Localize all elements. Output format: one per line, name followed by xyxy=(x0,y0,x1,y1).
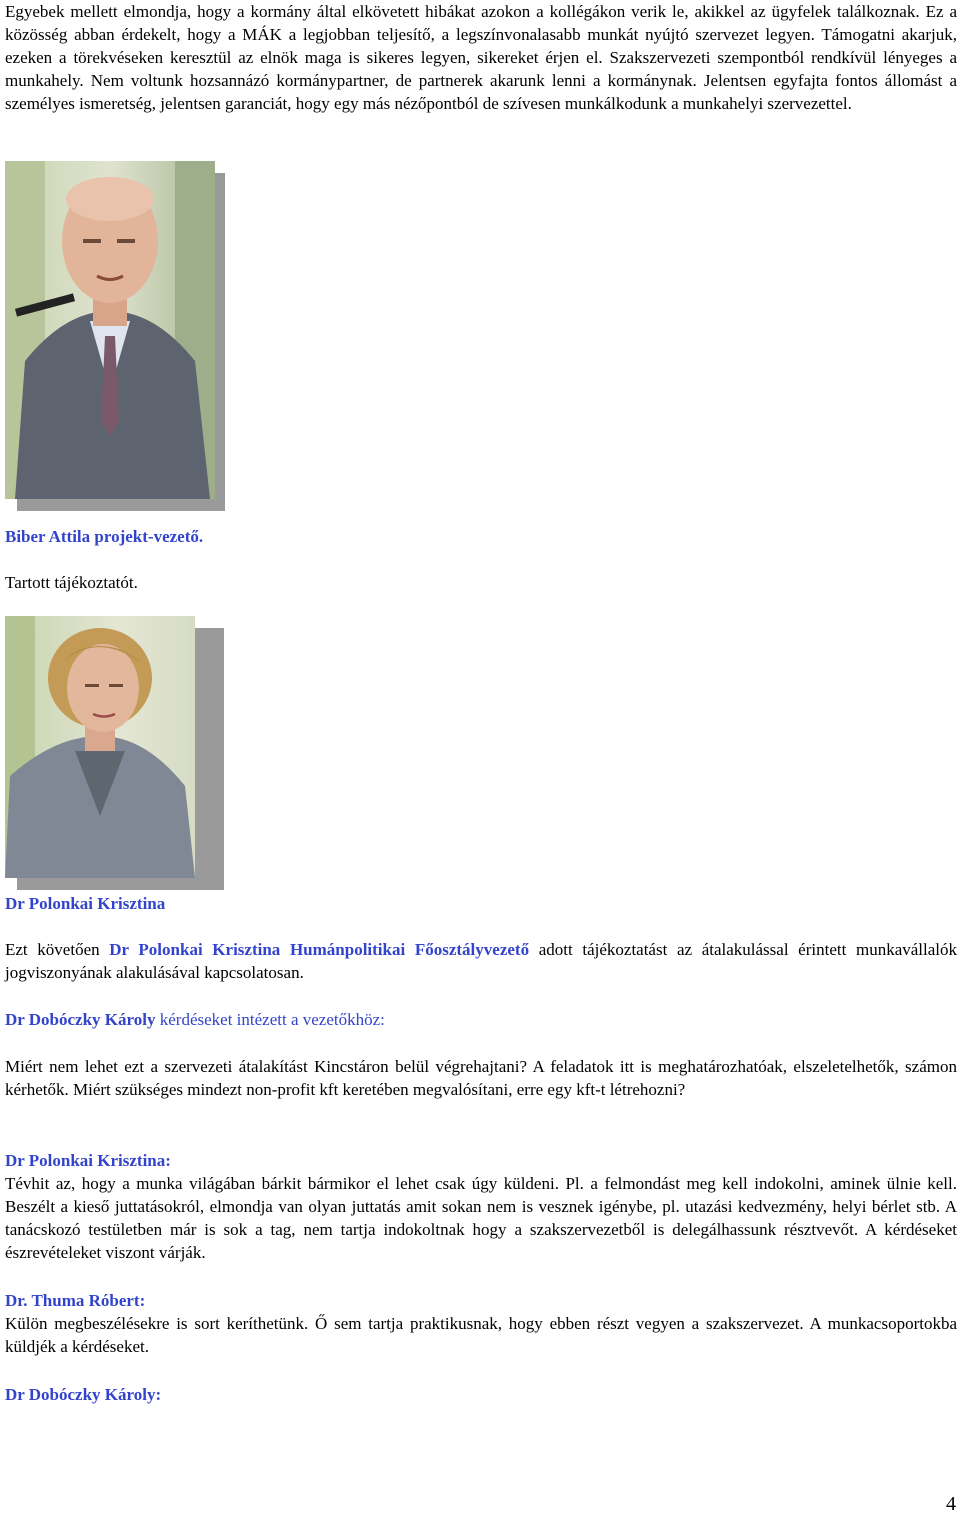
text-prefix: Ezt követően xyxy=(5,940,110,959)
caption-biber: Biber Attila projekt-vezető. xyxy=(5,527,204,546)
speaker-name: Dr Dobóczky Károly xyxy=(5,1010,156,1029)
caption-polonkai: Dr Polonkai Krisztina xyxy=(5,894,166,913)
page-number: 4 xyxy=(946,1493,956,1515)
portrait-man-photo xyxy=(5,161,215,499)
polonkai-answer: Tévhit az, hogy a munka világában bárkit bármikor el lehet csak úgy küldeni. Pl. a felmondást meg kell indokolni, aminek ülnie kell. Beszélt a kieső juttatásokról, elmondja van olyan juttatás amit sokan nem is vesznek igénybe, pl. utazási kedvezmény, helyi bérlet stb. A tanácskozó testületben már is sok a tag, nem tartja indokoltnak hogy a szakszervezetből is delegálhassunk résztvevőt. A kérdéseket észrevételeket viszont várják. xyxy=(5,1174,957,1262)
photo-biber xyxy=(5,161,227,513)
caption-biber-sub: Tartott tájékoztatót. xyxy=(5,573,138,592)
photo-polonkai xyxy=(5,616,226,892)
text-suffix: adott tájékoztatást az átalakulással érintett munkavállalók jogviszonyának alakulásával kapcsolatosan. xyxy=(5,940,958,982)
portrait-woman-photo xyxy=(5,616,195,878)
polonkai-title: Dr Polonkai Krisztina Humánpolitikai Főosztályvezető xyxy=(109,940,530,959)
speaker-doboczky: Dr Dobóczky Károly: xyxy=(5,1385,162,1404)
doboczky-question-intro xyxy=(5,1008,957,1031)
speaker-polonkai: Dr Polonkai Krisztina: xyxy=(5,1151,171,1170)
intro-paragraph: Egyebek mellett elmondja, hogy a kormány által elkövetett hibákat azokon a kollégákon verik le, akikkel az ügyfelek találkoznak. Ez a közösség abban érdekelt, hogy a MÁK a legjobban teljesítő, a legszínvonalasabb munkát nyújtó szervezet legyen. Támogatni akarjuk, ezeken a törekvéseken keresztül az elnök maga is sikeres legyen, sikereket érjen el. Szakszervezeti szempontból rendkívül lényeges a munkahely. Nem voltunk hozsannázó kormánypartner, de partnerek akarunk lenni a kormánynak. Jelentsen egyfajta fontos állomást a személyes ismeretség, jelentsen garanciát, hogy egy más nézőpontból de szívesen munkálkodunk a munkahelyi szervezettel. xyxy=(5,2,957,113)
paragraph-polonkai-info xyxy=(5,938,957,984)
thuma-answer: Külön megbeszélésekre is sort keríthetünk. Ő sem tartja praktikusnak, hogy ebben részt vegyen a szakszervezet. A munkacsoportokba küldjék a kérdéseket. xyxy=(5,1314,957,1356)
speaker-thuma: Dr. Thuma Róbert: xyxy=(5,1291,146,1310)
question-paragraph: Miért nem lehet ezt a szervezeti átalakítást Kincstáron belül végrehajtani? A feladatok itt is meghatározhatóak, elszeletelhetők, számon kérhetők. Miért szükséges mindezt non-profit kft keretében megvalósítani, erre egy kft-t létrehozni? xyxy=(5,1057,957,1099)
speaker-intro-rest: kérdéseket intézett a vezetőkhöz: xyxy=(155,1010,385,1029)
